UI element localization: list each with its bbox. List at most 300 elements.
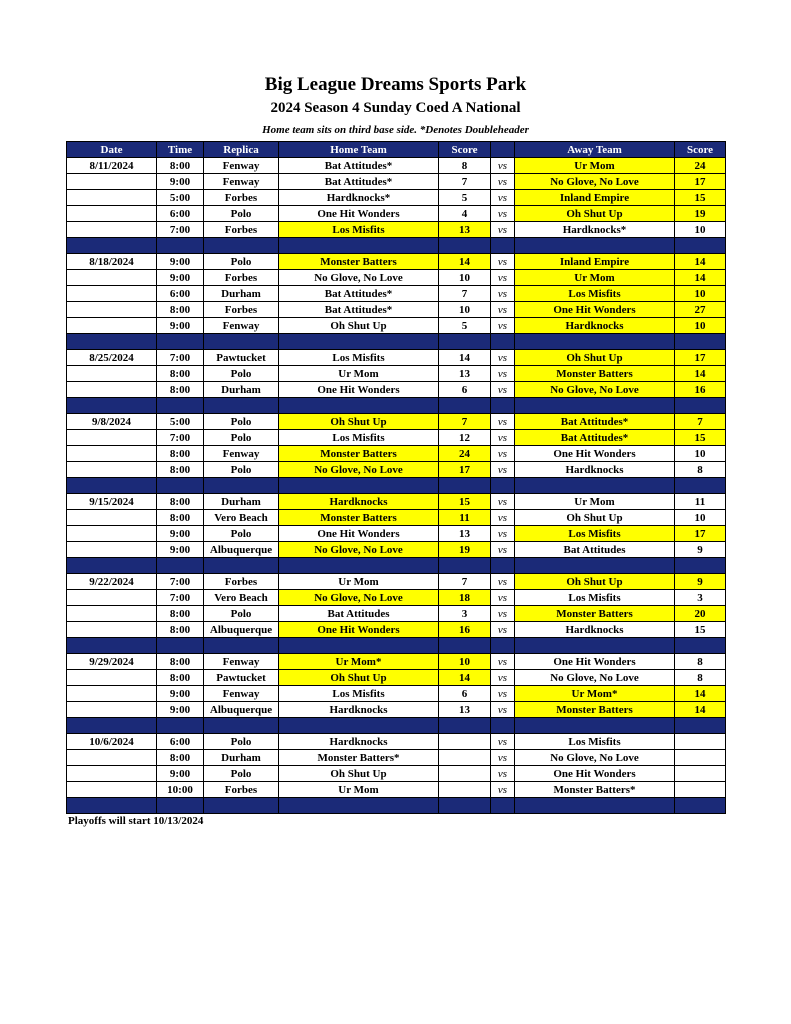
game-date — [67, 510, 157, 526]
game-replica: Fenway — [204, 654, 279, 670]
home-score: 10 — [439, 302, 491, 318]
separator-cell — [675, 398, 726, 414]
game-time: 8:00 — [157, 750, 204, 766]
vs-label: vs — [491, 510, 515, 526]
away-team: Bat Attitudes* — [515, 414, 675, 430]
away-score: 20 — [675, 606, 726, 622]
away-score: 14 — [675, 686, 726, 702]
game-replica: Polo — [204, 526, 279, 542]
game-replica: Fenway — [204, 318, 279, 334]
game-row — [67, 254, 726, 270]
away-team: No Glove, No Love — [515, 382, 675, 398]
game-row — [67, 782, 726, 798]
game-time: 8:00 — [157, 302, 204, 318]
away-team: No Glove, No Love — [515, 750, 675, 766]
away-team: Ur Mom — [515, 270, 675, 286]
away-score: 15 — [675, 190, 726, 206]
game-replica: Vero Beach — [204, 590, 279, 606]
home-score: 19 — [439, 542, 491, 558]
vs-label: vs — [491, 174, 515, 190]
game-replica: Durham — [204, 750, 279, 766]
game-date — [67, 318, 157, 334]
home-score: 6 — [439, 382, 491, 398]
away-team: Hardknocks — [515, 622, 675, 638]
game-time: 9:00 — [157, 686, 204, 702]
game-date — [67, 302, 157, 318]
game-replica: Forbes — [204, 190, 279, 206]
away-team: Los Misfits — [515, 590, 675, 606]
separator-cell — [675, 558, 726, 574]
home-score — [439, 750, 491, 766]
away-team: One Hit Wonders — [515, 654, 675, 670]
game-time: 7:00 — [157, 222, 204, 238]
away-team: Monster Batters — [515, 366, 675, 382]
home-team: Ur Mom — [279, 574, 439, 590]
vs-label: vs — [491, 158, 515, 174]
home-team: Hardknocks — [279, 702, 439, 718]
separator-cell — [67, 798, 157, 814]
game-time: 9:00 — [157, 702, 204, 718]
game-row — [67, 494, 726, 510]
game-time: 8:00 — [157, 366, 204, 382]
game-time: 8:00 — [157, 382, 204, 398]
game-time: 8:00 — [157, 606, 204, 622]
separator-cell — [439, 558, 491, 574]
separator-cell — [279, 334, 439, 350]
game-date — [67, 382, 157, 398]
home-team: Ur Mom — [279, 366, 439, 382]
vs-label: vs — [491, 446, 515, 462]
game-time: 9:00 — [157, 318, 204, 334]
away-score: 3 — [675, 590, 726, 606]
away-score: 19 — [675, 206, 726, 222]
game-date — [67, 206, 157, 222]
vs-label: vs — [491, 286, 515, 302]
game-date — [67, 782, 157, 798]
game-replica: Pawtucket — [204, 350, 279, 366]
vs-label: vs — [491, 350, 515, 366]
home-score — [439, 734, 491, 750]
game-time: 8:00 — [157, 670, 204, 686]
game-time: 7:00 — [157, 590, 204, 606]
vs-label: vs — [491, 254, 515, 270]
game-date — [67, 702, 157, 718]
game-row — [67, 350, 726, 366]
game-replica: Fenway — [204, 158, 279, 174]
game-row — [67, 686, 726, 702]
separator-cell — [157, 798, 204, 814]
home-score: 16 — [439, 622, 491, 638]
home-score: 13 — [439, 366, 491, 382]
away-score: 17 — [675, 174, 726, 190]
home-score: 7 — [439, 414, 491, 430]
col-header-vs — [491, 142, 515, 158]
away-score — [675, 782, 726, 798]
game-date — [67, 606, 157, 622]
game-row — [67, 606, 726, 622]
separator-cell — [491, 798, 515, 814]
game-time: 7:00 — [157, 574, 204, 590]
home-score: 4 — [439, 206, 491, 222]
separator-cell — [515, 334, 675, 350]
away-team: Bat Attitudes* — [515, 430, 675, 446]
game-date — [67, 286, 157, 302]
game-time: 8:00 — [157, 462, 204, 478]
game-date: 8/11/2024 — [67, 158, 157, 174]
vs-label: vs — [491, 526, 515, 542]
game-row — [67, 590, 726, 606]
separator-cell — [675, 334, 726, 350]
separator-cell — [67, 478, 157, 494]
game-row — [67, 702, 726, 718]
away-score — [675, 766, 726, 782]
away-score: 10 — [675, 510, 726, 526]
game-time: 8:00 — [157, 622, 204, 638]
game-date: 9/22/2024 — [67, 574, 157, 590]
home-team: One Hit Wonders — [279, 206, 439, 222]
game-replica: Vero Beach — [204, 510, 279, 526]
vs-label: vs — [491, 462, 515, 478]
home-team: Los Misfits — [279, 222, 439, 238]
away-team: Monster Batters* — [515, 782, 675, 798]
game-date — [67, 270, 157, 286]
game-replica: Forbes — [204, 302, 279, 318]
vs-label: vs — [491, 734, 515, 750]
away-score: 11 — [675, 494, 726, 510]
game-replica: Fenway — [204, 174, 279, 190]
away-score: 27 — [675, 302, 726, 318]
separator-cell — [515, 798, 675, 814]
game-row — [67, 206, 726, 222]
game-row — [67, 462, 726, 478]
separator-cell — [67, 718, 157, 734]
game-date: 10/6/2024 — [67, 734, 157, 750]
game-replica: Polo — [204, 206, 279, 222]
away-score: 8 — [675, 462, 726, 478]
home-team: Oh Shut Up — [279, 670, 439, 686]
game-replica: Polo — [204, 254, 279, 270]
game-time: 7:00 — [157, 350, 204, 366]
vs-label: vs — [491, 766, 515, 782]
game-date — [67, 446, 157, 462]
game-row — [67, 654, 726, 670]
week-separator — [67, 718, 726, 734]
game-row — [67, 574, 726, 590]
away-team: Ur Mom — [515, 158, 675, 174]
game-time: 8:00 — [157, 654, 204, 670]
separator-cell — [279, 638, 439, 654]
vs-label: vs — [491, 222, 515, 238]
vs-label: vs — [491, 782, 515, 798]
away-score: 10 — [675, 222, 726, 238]
home-score: 6 — [439, 686, 491, 702]
home-team: Bat Attitudes* — [279, 174, 439, 190]
separator-cell — [204, 718, 279, 734]
vs-label: vs — [491, 686, 515, 702]
separator-cell — [491, 478, 515, 494]
separator-cell — [157, 478, 204, 494]
vs-label: vs — [491, 302, 515, 318]
home-score: 7 — [439, 574, 491, 590]
vs-label: vs — [491, 590, 515, 606]
home-score: 13 — [439, 222, 491, 238]
game-time: 9:00 — [157, 766, 204, 782]
game-row — [67, 302, 726, 318]
game-replica: Durham — [204, 382, 279, 398]
game-date — [67, 686, 157, 702]
game-row — [67, 270, 726, 286]
separator-cell — [515, 558, 675, 574]
schedule-note: Home team sits on third base side. *Denotes Doubleheader — [262, 124, 529, 136]
game-time: 9:00 — [157, 270, 204, 286]
vs-label: vs — [491, 190, 515, 206]
game-time: 5:00 — [157, 414, 204, 430]
separator-cell — [675, 718, 726, 734]
page-subtitle: 2024 Season 4 Sunday Coed A National — [270, 100, 521, 116]
col-header-home-score: Score — [439, 142, 491, 158]
home-team: Bat Attitudes — [279, 606, 439, 622]
away-team: Hardknocks — [515, 462, 675, 478]
away-team: Oh Shut Up — [515, 206, 675, 222]
separator-cell — [439, 238, 491, 254]
col-header-time: Time — [157, 142, 204, 158]
separator-cell — [204, 334, 279, 350]
home-team: Los Misfits — [279, 686, 439, 702]
game-replica: Forbes — [204, 574, 279, 590]
separator-cell — [157, 398, 204, 414]
game-replica: Pawtucket — [204, 670, 279, 686]
separator-cell — [204, 558, 279, 574]
game-replica: Forbes — [204, 270, 279, 286]
game-row — [67, 318, 726, 334]
home-score: 5 — [439, 190, 491, 206]
vs-label: vs — [491, 606, 515, 622]
vs-label: vs — [491, 382, 515, 398]
game-time: 9:00 — [157, 542, 204, 558]
game-time: 7:00 — [157, 430, 204, 446]
separator-cell — [204, 638, 279, 654]
away-team: Inland Empire — [515, 190, 675, 206]
separator-cell — [439, 718, 491, 734]
separator-cell — [491, 638, 515, 654]
home-team: Monster Batters — [279, 254, 439, 270]
game-replica: Polo — [204, 366, 279, 382]
home-score — [439, 782, 491, 798]
away-score: 8 — [675, 654, 726, 670]
home-score: 14 — [439, 254, 491, 270]
away-team: Los Misfits — [515, 734, 675, 750]
away-team: One Hit Wonders — [515, 302, 675, 318]
home-team: Bat Attitudes* — [279, 286, 439, 302]
away-score: 17 — [675, 350, 726, 366]
vs-label: vs — [491, 654, 515, 670]
away-score: 10 — [675, 446, 726, 462]
col-header-away-team: Away Team — [515, 142, 675, 158]
game-date: 8/25/2024 — [67, 350, 157, 366]
week-separator — [67, 398, 726, 414]
vs-label: vs — [491, 270, 515, 286]
separator-cell — [157, 558, 204, 574]
game-date — [67, 766, 157, 782]
home-team: No Glove, No Love — [279, 270, 439, 286]
home-score: 7 — [439, 286, 491, 302]
separator-cell — [675, 798, 726, 814]
away-team: One Hit Wonders — [515, 446, 675, 462]
separator-cell — [204, 398, 279, 414]
game-replica: Polo — [204, 734, 279, 750]
away-score: 24 — [675, 158, 726, 174]
away-score: 14 — [675, 270, 726, 286]
game-date: 9/15/2024 — [67, 494, 157, 510]
game-row — [67, 734, 726, 750]
separator-cell — [279, 398, 439, 414]
separator-cell — [279, 238, 439, 254]
week-separator — [67, 558, 726, 574]
away-score: 9 — [675, 542, 726, 558]
separator-cell — [675, 638, 726, 654]
col-header-replica: Replica — [204, 142, 279, 158]
away-team: No Glove, No Love — [515, 174, 675, 190]
home-team: One Hit Wonders — [279, 382, 439, 398]
separator-cell — [491, 238, 515, 254]
home-score: 5 — [439, 318, 491, 334]
game-time: 8:00 — [157, 446, 204, 462]
vs-label: vs — [491, 670, 515, 686]
game-row — [67, 382, 726, 398]
separator-cell — [279, 478, 439, 494]
game-replica: Polo — [204, 414, 279, 430]
separator-cell — [157, 334, 204, 350]
home-team: Hardknocks — [279, 494, 439, 510]
home-team: One Hit Wonders — [279, 526, 439, 542]
game-time: 5:00 — [157, 190, 204, 206]
game-date: 8/18/2024 — [67, 254, 157, 270]
separator-cell — [279, 718, 439, 734]
game-time: 8:00 — [157, 510, 204, 526]
game-row — [67, 414, 726, 430]
page-title: Big League Dreams Sports Park — [264, 74, 527, 95]
away-score: 10 — [675, 318, 726, 334]
away-score — [675, 734, 726, 750]
separator-cell — [515, 398, 675, 414]
game-row — [67, 286, 726, 302]
away-team: One Hit Wonders — [515, 766, 675, 782]
separator-cell — [515, 638, 675, 654]
game-time: 9:00 — [157, 526, 204, 542]
away-team: Oh Shut Up — [515, 510, 675, 526]
vs-label: vs — [491, 574, 515, 590]
away-team: Bat Attitudes — [515, 542, 675, 558]
separator-cell — [439, 798, 491, 814]
separator-cell — [675, 478, 726, 494]
col-header-away-score: Score — [675, 142, 726, 158]
home-team: Hardknocks* — [279, 190, 439, 206]
game-time: 8:00 — [157, 158, 204, 174]
vs-label: vs — [491, 750, 515, 766]
home-score: 13 — [439, 526, 491, 542]
game-time: 6:00 — [157, 734, 204, 750]
game-time: 6:00 — [157, 206, 204, 222]
separator-cell — [439, 398, 491, 414]
separator-cell — [279, 798, 439, 814]
week-separator — [67, 638, 726, 654]
game-replica: Albuquerque — [204, 702, 279, 718]
game-replica: Albuquerque — [204, 622, 279, 638]
game-row — [67, 174, 726, 190]
away-score: 16 — [675, 382, 726, 398]
week-separator — [67, 478, 726, 494]
game-row — [67, 430, 726, 446]
separator-cell — [491, 398, 515, 414]
separator-cell — [204, 238, 279, 254]
separator-cell — [279, 558, 439, 574]
week-separator — [67, 238, 726, 254]
game-replica: Durham — [204, 494, 279, 510]
vs-label: vs — [491, 430, 515, 446]
home-team: Hardknocks — [279, 734, 439, 750]
vs-label: vs — [491, 702, 515, 718]
vs-label: vs — [491, 366, 515, 382]
vs-label: vs — [491, 622, 515, 638]
home-score: 13 — [439, 702, 491, 718]
game-date — [67, 190, 157, 206]
home-score: 18 — [439, 590, 491, 606]
game-row — [67, 542, 726, 558]
away-score: 10 — [675, 286, 726, 302]
game-date — [67, 750, 157, 766]
vs-label: vs — [491, 414, 515, 430]
game-date — [67, 366, 157, 382]
home-team: No Glove, No Love — [279, 462, 439, 478]
game-replica: Fenway — [204, 446, 279, 462]
separator-cell — [157, 238, 204, 254]
away-score: 14 — [675, 702, 726, 718]
away-score: 15 — [675, 622, 726, 638]
home-team: Los Misfits — [279, 350, 439, 366]
away-score: 17 — [675, 526, 726, 542]
game-replica: Forbes — [204, 222, 279, 238]
away-score: 14 — [675, 254, 726, 270]
separator-cell — [515, 718, 675, 734]
game-date: 9/8/2024 — [67, 414, 157, 430]
game-row — [67, 622, 726, 638]
game-row — [67, 510, 726, 526]
home-score: 24 — [439, 446, 491, 462]
away-score: 15 — [675, 430, 726, 446]
vs-label: vs — [491, 494, 515, 510]
away-team: Los Misfits — [515, 286, 675, 302]
home-team: Oh Shut Up — [279, 766, 439, 782]
game-replica: Polo — [204, 462, 279, 478]
home-team: Monster Batters* — [279, 750, 439, 766]
game-time: 6:00 — [157, 286, 204, 302]
game-row — [67, 750, 726, 766]
away-team: Hardknocks — [515, 318, 675, 334]
col-header-date: Date — [67, 142, 157, 158]
separator-cell — [439, 334, 491, 350]
game-replica: Forbes — [204, 782, 279, 798]
home-team: Ur Mom* — [279, 654, 439, 670]
playoffs-note: Playoffs will start 10/13/2024 — [68, 815, 204, 827]
home-team: No Glove, No Love — [279, 590, 439, 606]
away-team: Ur Mom — [515, 494, 675, 510]
away-team: Hardknocks* — [515, 222, 675, 238]
game-date — [67, 590, 157, 606]
home-team: No Glove, No Love — [279, 542, 439, 558]
separator-cell — [491, 558, 515, 574]
home-team: Monster Batters — [279, 510, 439, 526]
home-score: 3 — [439, 606, 491, 622]
